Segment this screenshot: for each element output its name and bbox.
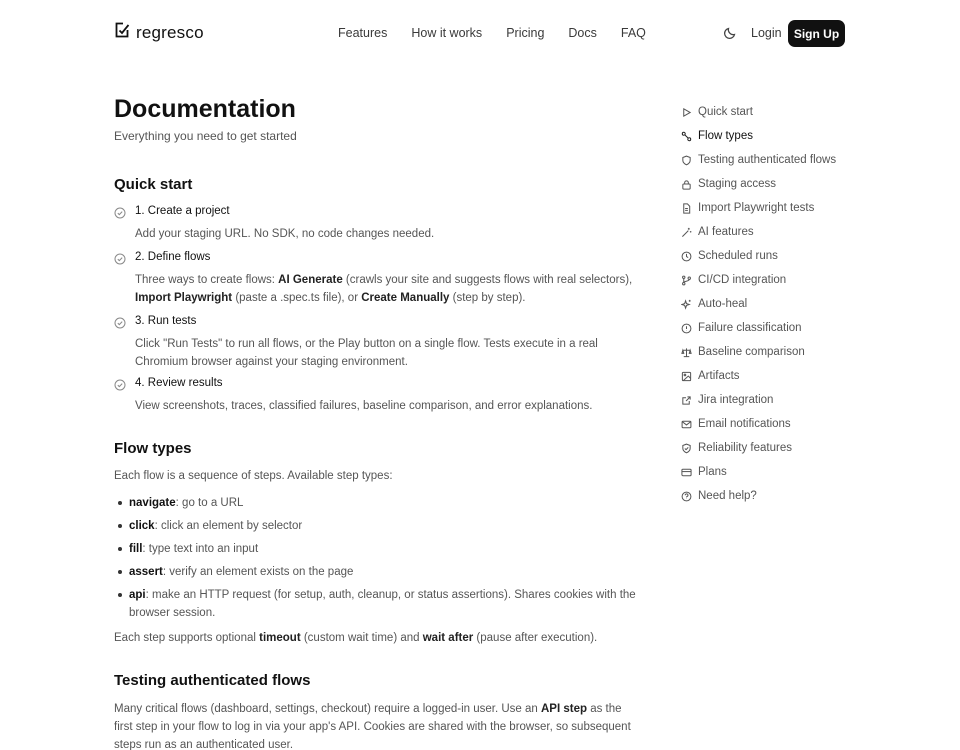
credit-card-icon [681, 467, 692, 478]
lock-icon [681, 179, 692, 190]
check-circle-icon [114, 252, 126, 264]
shield-check-icon [681, 443, 692, 454]
page-title: Documentation [114, 95, 296, 123]
main-nav [338, 26, 670, 40]
nav-how-it-works[interactable]: How it works [411, 26, 483, 40]
toc-item-jira-integration[interactable]: Jira integration [681, 388, 881, 412]
toc-item-failure-classification[interactable]: Failure classification [681, 316, 881, 340]
nav-docs[interactable]: Docs [568, 26, 597, 40]
logo-text: regresco [136, 22, 204, 42]
login-link[interactable]: Login [751, 26, 782, 40]
list-item: api: make an HTTP request (for setup, auth, cleanup, or status assertions). Shares cookies with the browser session. [114, 586, 639, 622]
scale-icon [681, 347, 692, 358]
git-branch-icon [681, 275, 692, 286]
nav-faq[interactable]: FAQ [620, 26, 646, 40]
toc-item-testing-authenticated-flows[interactable]: Testing authenticated flows [681, 148, 881, 172]
toc-item-baseline-comparison[interactable]: Baseline comparison [681, 340, 881, 364]
toc-item-email-notifications[interactable]: Email notifications [681, 412, 881, 436]
signup-button[interactable]: Sign Up [788, 20, 845, 47]
logo-icon [114, 22, 130, 43]
step-title: 3. Run tests [135, 315, 197, 327]
toc-item-import-playwright-tests[interactable]: Import Playwright tests [681, 196, 881, 220]
flow-types-footer: Each step supports optional timeout (custom wait time) and wait after (pause after execution). [114, 632, 598, 644]
auth-flows-body: Many critical flows (dashboard, settings, checkout) require a logged-in user. Use an API step as the first step in your flow to log in via your app's API. Cookies are shared with the browser, so subsequent steps run as an authenticated user. [114, 703, 631, 750]
file-icon [681, 203, 692, 214]
auth-flows-heading: Testing authenticated flows [114, 672, 311, 689]
help-circle-icon [681, 491, 692, 502]
nav-features[interactable]: Features [338, 26, 388, 40]
step-title: 4. Review results [135, 377, 223, 389]
toc-item-need-help[interactable]: Need help? [681, 484, 881, 508]
moon-icon[interactable] [723, 26, 737, 40]
list-item: fill: type text into an input [114, 540, 639, 558]
step-desc: Add your staging URL. No SDK, no code changes needed. [135, 228, 435, 240]
image-icon [681, 371, 692, 382]
toc-item-flow-types[interactable]: Flow types [681, 124, 881, 148]
check-circle-icon [114, 206, 126, 218]
step-desc: Three ways to create flows: AI Generate (crawls your site and suggests flows with real selectors), Import Playwright (paste a .spec.ts file), or Create Manually (step by step). [135, 274, 633, 304]
step-title: 1. Create a project [135, 205, 230, 217]
flow-types-intro: Each flow is a sequence of steps. Available step types: [114, 470, 393, 482]
toc-item-ci-cd-integration[interactable]: CI/CD integration [681, 268, 881, 292]
step-title: 2. Define flows [135, 251, 211, 263]
top-header [0, 0, 960, 66]
step-desc: View screenshots, traces, classified failures, baseline comparison, and error explanations. [135, 400, 593, 412]
step-desc: Click "Run Tests" to run all flows, or the Play button on a single flow. Tests execute in a real Chromium browser against your staging environment. [135, 338, 598, 368]
toc-item-ai-features[interactable]: AI features [681, 220, 881, 244]
toc-item-artifacts[interactable]: Artifacts [681, 364, 881, 388]
play-icon [681, 107, 692, 118]
list-item: navigate: go to a URL [114, 494, 639, 512]
flow-icon [681, 131, 692, 142]
check-circle-icon [114, 316, 126, 328]
toc-sidebar [681, 100, 881, 508]
page-subtitle: Everything you need to get started [114, 129, 297, 143]
shield-icon [681, 155, 692, 166]
toc-item-scheduled-runs[interactable]: Scheduled runs [681, 244, 881, 268]
list-item: assert: verify an element exists on the page [114, 563, 639, 581]
check-circle-icon [114, 378, 126, 390]
toc-item-plans[interactable]: Plans [681, 460, 881, 484]
toc-item-auto-heal[interactable]: Auto-heal [681, 292, 881, 316]
flow-types-heading: Flow types [114, 440, 192, 457]
toc-item-reliability-features[interactable]: Reliability features [681, 436, 881, 460]
alert-circle-icon [681, 323, 692, 334]
quick-start-heading: Quick start [114, 176, 193, 193]
logo[interactable] [114, 22, 204, 43]
toc-item-staging-access[interactable]: Staging access [681, 172, 881, 196]
wand-icon [681, 227, 692, 238]
mail-icon [681, 419, 692, 430]
step-types-list [114, 494, 639, 627]
external-link-icon [681, 395, 692, 406]
list-item: click: click an element by selector [114, 517, 639, 535]
nav-pricing[interactable]: Pricing [506, 26, 545, 40]
sparkles-icon [681, 299, 692, 310]
clock-icon [681, 251, 692, 262]
toc-item-quick-start[interactable]: Quick start [681, 100, 881, 124]
